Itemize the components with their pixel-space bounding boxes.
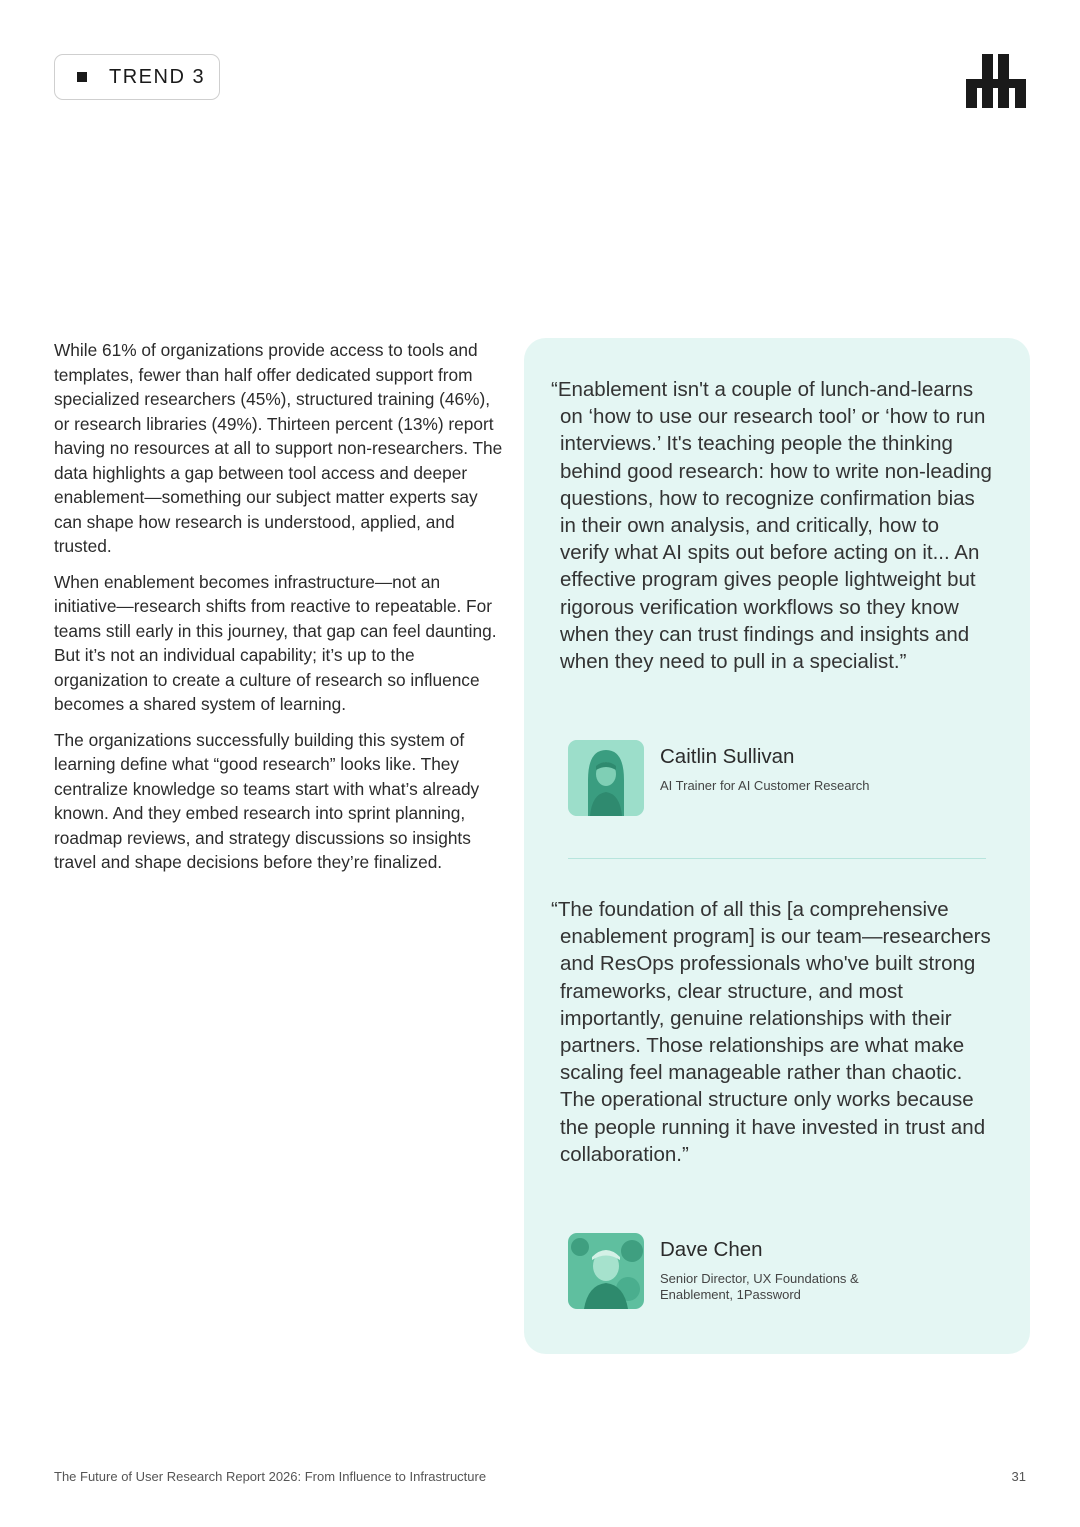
body-paragraph: While 61% of organizations provide access to tools and templates, fewer than half offer dedicated support from specialized researchers (45%), structured training (46%), or research libraries (49%). Thirteen percent (13%) report having no resources at all to support non-researchers. The data highlights a gap between tool access and deeper enablement—something our subject matter experts say can shape how research is understood, applied, and trusted. (54, 340, 503, 556)
page-number: 31 (1011, 1469, 1026, 1484)
brand-logo-icon (966, 54, 1026, 108)
author-role: AI Trainer for AI Customer Research (660, 778, 870, 793)
quote-text: “Enablement isn't a couple of lunch-and-learns on ‘how to use our research tool’ or ‘how to run interviews.’ It's teaching people the thinking behind good research: how to write non-leading questions, how to recognize confirmation bias in their own analysis, and critically, how to verify what AI spits out before acting on it... An effective program gives people lightweight but rigorous verification workflows so they know when they can trust findings and insights and when they need to pull in a specialist.” (551, 378, 992, 674)
trend-square-icon (77, 72, 87, 82)
person-photo-icon (568, 1233, 644, 1309)
person-photo-icon (568, 740, 644, 816)
author-name: Dave Chen (660, 1238, 763, 1261)
avatar (568, 1233, 644, 1309)
body-paragraph: The organizations successfully building this system of learning define what “good research” looks like. They centralize knowledge so teams start with what’s already known. And they embed research into sprint planning, roadmap reviews, and strategy discussions so insights travel and shape decisions before they’re finalized. (54, 729, 480, 872)
quote-author (568, 1233, 890, 1309)
avatar (568, 740, 644, 816)
author-name: Caitlin Sullivan (660, 745, 795, 768)
quote-author (568, 740, 890, 816)
body-text-column (54, 338, 504, 886)
author-role: Senior Director, UX Foundations & Enablement, 1Password (660, 1271, 859, 1302)
quote-text: “The foundation of all this [a comprehensive enablement program] is our team—researchers and ResOps professionals who've built strong frameworks, clear structure, and most importantly, genuine relationships with their partners. Those relationships are what make scaling feel manageable rather than chaotic. The operational structure only works because the people running it have invested in trust and collaboration.” (551, 898, 991, 1166)
trend-label: TREND 3 (109, 65, 206, 88)
quote-panel (524, 338, 1030, 1354)
body-paragraph: When enablement becomes infrastructure—not an initiative—research shifts from reactive to repeatable. For teams still early in this journey, that gap can feel daunting. But it’s not an individual capability; it’s up to the organization to create a culture of research so influence becomes a shared system of learning. (54, 571, 497, 714)
trend-tag (54, 54, 220, 100)
divider (568, 858, 986, 859)
footer-report-title: The Future of User Research Report 2026: From Influence to Infrastructure (54, 1469, 487, 1484)
